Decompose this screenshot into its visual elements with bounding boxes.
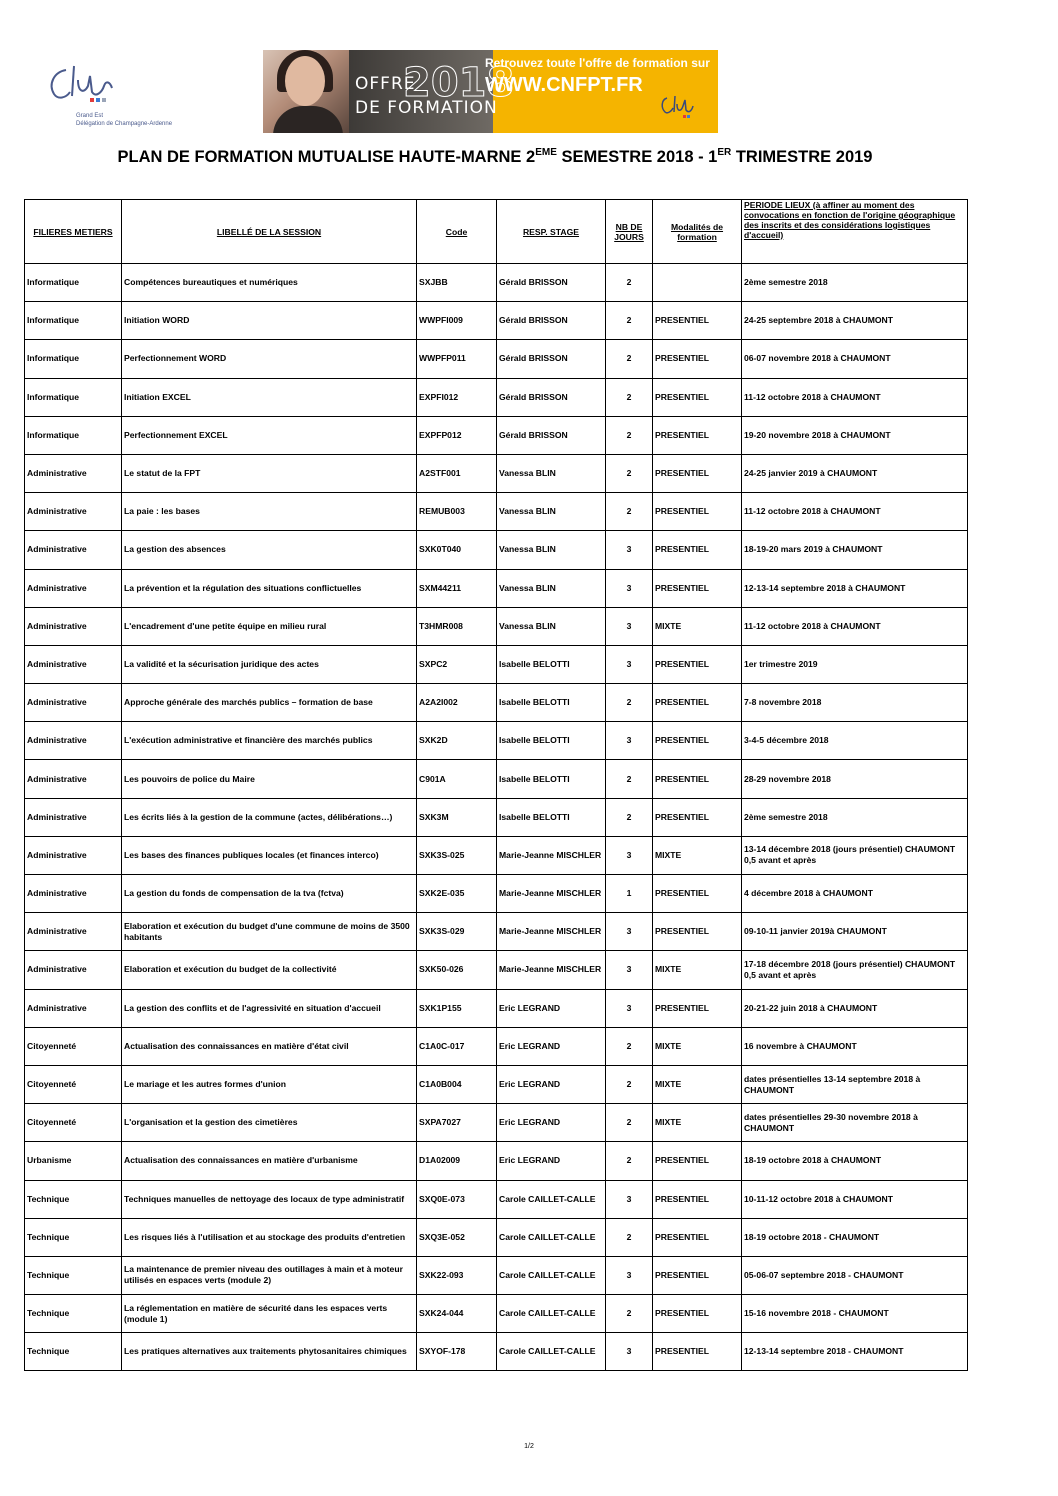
cell-periode: 12-13-14 septembre 2018 à CHAUMONT	[742, 569, 968, 607]
cell-nb-jours: 2	[606, 302, 653, 340]
cell-periode: dates présentielles 13-14 septembre 2018 à CHAUMONT	[742, 1065, 968, 1103]
cell-modalite: MIXTE	[653, 1065, 742, 1103]
cell-libelle: La validité et la sécurisation juridique des actes	[122, 645, 417, 683]
table-row	[25, 1218, 968, 1256]
cell-libelle: L'exécution administrative et financière des marchés publics	[122, 722, 417, 760]
cell-resp: Isabelle BELOTTI	[497, 760, 606, 798]
cell-modalite: PRESENTIEL	[653, 1180, 742, 1218]
cell-periode: 2ème semestre 2018	[742, 264, 968, 302]
cell-libelle: Actualisation des connaissances en matière d'état civil	[122, 1027, 417, 1065]
cell-code: A2A2I002	[417, 684, 497, 722]
cell-resp: Carole CAILLET-CALLE	[497, 1256, 606, 1294]
cell-nb-jours: 3	[606, 913, 653, 951]
cell-filiere: Administrative	[25, 722, 122, 760]
cell-resp: Carole CAILLET-CALLE	[497, 1180, 606, 1218]
cell-modalite: PRESENTIEL	[653, 645, 742, 683]
cell-libelle: La gestion des conflits et de l'agressivité en situation d'accueil	[122, 989, 417, 1027]
cell-libelle: Les pratiques alternatives aux traitements phytosanitaires chimiques	[122, 1333, 417, 1371]
cell-periode: 12-13-14 septembre 2018 - CHAUMONT	[742, 1333, 968, 1371]
cell-nb-jours: 3	[606, 1333, 653, 1371]
cell-resp: Vanessa BLIN	[497, 531, 606, 569]
cell-filiere: Administrative	[25, 607, 122, 645]
cell-periode: 4 décembre 2018 à CHAUMONT	[742, 875, 968, 913]
header-libelle: LIBELLÉ DE LA SESSION	[122, 200, 417, 264]
cell-code: REMUB003	[417, 493, 497, 531]
table-row	[25, 951, 968, 989]
cell-resp: Gérald BRISSON	[497, 416, 606, 454]
cell-filiere: Administrative	[25, 531, 122, 569]
cell-libelle: Perfectionnement EXCEL	[122, 416, 417, 454]
cell-periode: 20-21-22 juin 2018 à CHAUMONT	[742, 989, 968, 1027]
cell-modalite: PRESENTIEL	[653, 493, 742, 531]
table-row	[25, 340, 968, 378]
cell-periode: 24-25 septembre 2018 à CHAUMONT	[742, 302, 968, 340]
cell-periode: 18-19-20 mars 2019 à CHAUMONT	[742, 531, 968, 569]
cell-nb-jours: 2	[606, 493, 653, 531]
cell-nb-jours: 1	[606, 875, 653, 913]
table-row	[25, 875, 968, 913]
header-nb-jours: NB DE JOURS	[606, 200, 653, 264]
cell-libelle: Initiation EXCEL	[122, 378, 417, 416]
table-row	[25, 1295, 968, 1333]
cell-periode: 13-14 décembre 2018 (jours présentiel) CHAUMONT 0,5 avant et après	[742, 836, 968, 874]
cell-filiere: Technique	[25, 1333, 122, 1371]
cell-code: T3HMR008	[417, 607, 497, 645]
cell-periode: 18-19 octobre 2018 - CHAUMONT	[742, 1218, 968, 1256]
cell-resp: Isabelle BELOTTI	[497, 798, 606, 836]
table-row	[25, 1333, 968, 1371]
banner-year: 2018	[403, 60, 515, 106]
cell-nb-jours: 2	[606, 454, 653, 492]
cell-libelle: Les écrits liés à la gestion de la commune (actes, délibérations…)	[122, 798, 417, 836]
cell-nb-jours: 3	[606, 607, 653, 645]
cell-code: SXK3M	[417, 798, 497, 836]
banner-retrouvez: Retrouvez toute l'offre de formation sur	[485, 56, 710, 70]
cell-periode: 10-11-12 octobre 2018 à CHAUMONT	[742, 1180, 968, 1218]
cell-code: C901A	[417, 760, 497, 798]
cell-periode: 16 novembre à CHAUMONT	[742, 1027, 968, 1065]
cell-filiere: Administrative	[25, 645, 122, 683]
table-row	[25, 378, 968, 416]
cell-nb-jours: 3	[606, 1180, 653, 1218]
header-resp: RESP. STAGE	[497, 200, 606, 264]
cell-code: D1A02009	[417, 1142, 497, 1180]
cell-resp: Gérald BRISSON	[497, 302, 606, 340]
cell-code: SXQ3E-052	[417, 1218, 497, 1256]
header-code: Code	[417, 200, 497, 264]
cell-libelle: La maintenance de premier niveau des outillages à main et à moteur utilisés en espaces verts (module 2)	[122, 1256, 417, 1294]
cell-filiere: Administrative	[25, 798, 122, 836]
cell-filiere: Citoyenneté	[25, 1027, 122, 1065]
cell-libelle: Les risques liés à l'utilisation et au stockage des produits d'entretien	[122, 1218, 417, 1256]
cell-libelle: Compétences bureautiques et numériques	[122, 264, 417, 302]
cell-filiere: Administrative	[25, 836, 122, 874]
cell-code: SXK2E-035	[417, 875, 497, 913]
cell-code: SXPC2	[417, 645, 497, 683]
cell-resp: Vanessa BLIN	[497, 607, 606, 645]
cell-modalite: PRESENTIEL	[653, 684, 742, 722]
cell-filiere: Technique	[25, 1180, 122, 1218]
cell-modalite: PRESENTIEL	[653, 798, 742, 836]
cell-code: SXK22-093	[417, 1256, 497, 1294]
cell-resp: Carole CAILLET-CALLE	[497, 1295, 606, 1333]
cell-nb-jours: 3	[606, 989, 653, 1027]
cell-nb-jours: 2	[606, 416, 653, 454]
cell-nb-jours: 3	[606, 645, 653, 683]
cell-modalite: PRESENTIEL	[653, 1295, 742, 1333]
cell-nb-jours: 3	[606, 1256, 653, 1294]
cell-modalite: PRESENTIEL	[653, 416, 742, 454]
table-header-row	[25, 200, 968, 264]
table-row	[25, 454, 968, 492]
cell-nb-jours: 3	[606, 569, 653, 607]
cell-nb-jours: 2	[606, 1295, 653, 1333]
banner-photo	[263, 50, 349, 133]
table-row	[25, 1104, 968, 1142]
table-row	[25, 989, 968, 1027]
cell-nb-jours: 2	[606, 760, 653, 798]
cell-filiere: Administrative	[25, 569, 122, 607]
cell-periode: 11-12 octobre 2018 à CHAUMONT	[742, 493, 968, 531]
cell-periode: 05-06-07 septembre 2018 - CHAUMONT	[742, 1256, 968, 1294]
cell-modalite: MIXTE	[653, 1027, 742, 1065]
cell-code: SXYOF-178	[417, 1333, 497, 1371]
cell-filiere: Informatique	[25, 340, 122, 378]
cell-libelle: La réglementation en matière de sécurité dans les espaces verts (module 1)	[122, 1295, 417, 1333]
cell-nb-jours: 2	[606, 1218, 653, 1256]
cell-modalite: PRESENTIEL	[653, 378, 742, 416]
cell-nb-jours: 2	[606, 684, 653, 722]
cell-code: SXK2D	[417, 722, 497, 760]
cell-filiere: Informatique	[25, 264, 122, 302]
formation-table	[24, 199, 968, 1371]
header-periode: PERIODE LIEUX (à affiner au moment des convocations en fonction de l'origine géographique des inscrits et des considérations logistiques d'accueil)	[742, 200, 968, 264]
cell-filiere: Citoyenneté	[25, 1104, 122, 1142]
cell-code: SXK0T040	[417, 531, 497, 569]
cell-filiere: Administrative	[25, 454, 122, 492]
cell-resp: Carole CAILLET-CALLE	[497, 1218, 606, 1256]
cell-filiere: Informatique	[25, 416, 122, 454]
cell-modalite: PRESENTIEL	[653, 531, 742, 569]
cell-libelle: Initiation WORD	[122, 302, 417, 340]
cell-modalite: PRESENTIEL	[653, 302, 742, 340]
table-row	[25, 836, 968, 874]
cell-periode: 18-19 octobre 2018 à CHAUMONT	[742, 1142, 968, 1180]
cell-nb-jours: 2	[606, 340, 653, 378]
cell-nb-jours: 2	[606, 264, 653, 302]
cell-periode: 11-12 octobre 2018 à CHAUMONT	[742, 607, 968, 645]
cell-filiere: Technique	[25, 1256, 122, 1294]
banner-offre: OFFRE	[355, 74, 416, 94]
table-row	[25, 569, 968, 607]
cell-resp: Vanessa BLIN	[497, 454, 606, 492]
cell-nb-jours: 2	[606, 1027, 653, 1065]
cell-resp: Isabelle BELOTTI	[497, 722, 606, 760]
cell-code: SXK3S-025	[417, 836, 497, 874]
cell-nb-jours: 2	[606, 378, 653, 416]
cell-code: C1A0C-017	[417, 1027, 497, 1065]
cell-periode: 2ème semestre 2018	[742, 798, 968, 836]
cell-code: EXPFP012	[417, 416, 497, 454]
cell-filiere: Technique	[25, 1295, 122, 1333]
cell-modalite: PRESENTIEL	[653, 1256, 742, 1294]
cell-code: SXK50-026	[417, 951, 497, 989]
table-row	[25, 1142, 968, 1180]
cell-modalite: PRESENTIEL	[653, 760, 742, 798]
cell-libelle: La paie : les bases	[122, 493, 417, 531]
banner-cnfpt-logo-icon	[659, 94, 703, 124]
cell-code: WWPFI009	[417, 302, 497, 340]
cell-periode: 06-07 novembre 2018 à CHAUMONT	[742, 340, 968, 378]
cell-periode: 11-12 octobre 2018 à CHAUMONT	[742, 378, 968, 416]
cell-filiere: Informatique	[25, 378, 122, 416]
cell-modalite: MIXTE	[653, 1104, 742, 1142]
cell-modalite: PRESENTIEL	[653, 989, 742, 1027]
cell-resp: Vanessa BLIN	[497, 569, 606, 607]
table-row	[25, 645, 968, 683]
cell-code: A2STF001	[417, 454, 497, 492]
table-row	[25, 302, 968, 340]
cell-nb-jours: 2	[606, 1142, 653, 1180]
table-row	[25, 1256, 968, 1294]
table-row	[25, 416, 968, 454]
table-row	[25, 1027, 968, 1065]
cell-modalite: MIXTE	[653, 951, 742, 989]
cell-resp: Eric LEGRAND	[497, 1142, 606, 1180]
cell-resp: Marie-Jeanne MISCHLER	[497, 951, 606, 989]
offre-formation-banner	[263, 50, 718, 133]
cell-code: EXPFI012	[417, 378, 497, 416]
cell-filiere: Administrative	[25, 989, 122, 1027]
cell-filiere: Administrative	[25, 913, 122, 951]
cell-modalite: MIXTE	[653, 836, 742, 874]
cell-modalite: PRESENTIEL	[653, 875, 742, 913]
cell-filiere: Informatique	[25, 302, 122, 340]
cell-periode: 1er trimestre 2019	[742, 645, 968, 683]
cell-nb-jours: 3	[606, 836, 653, 874]
cell-resp: Marie-Jeanne MISCHLER	[497, 836, 606, 874]
table-row	[25, 684, 968, 722]
cell-nb-jours: 2	[606, 798, 653, 836]
cell-periode: dates présentielles 29-30 novembre 2018 à CHAUMONT	[742, 1104, 968, 1142]
cell-libelle: La gestion du fonds de compensation de la tva (fctva)	[122, 875, 417, 913]
cell-resp: Eric LEGRAND	[497, 989, 606, 1027]
cell-resp: Vanessa BLIN	[497, 493, 606, 531]
cell-nb-jours: 2	[606, 1065, 653, 1103]
cell-periode: 09-10-11 janvier 2019à CHAUMONT	[742, 913, 968, 951]
cell-resp: Marie-Jeanne MISCHLER	[497, 913, 606, 951]
cell-resp: Carole CAILLET-CALLE	[497, 1333, 606, 1371]
cell-code: SXK1P155	[417, 989, 497, 1027]
cell-nb-jours: 3	[606, 722, 653, 760]
cell-code: SXPA7027	[417, 1104, 497, 1142]
cell-modalite: PRESENTIEL	[653, 1218, 742, 1256]
cell-modalite: PRESENTIEL	[653, 1142, 742, 1180]
cell-periode: 15-16 novembre 2018 - CHAUMONT	[742, 1295, 968, 1333]
cell-libelle: Techniques manuelles de nettoyage des locaux de type administratif	[122, 1180, 417, 1218]
cell-periode: 24-25 janvier 2019 à CHAUMONT	[742, 454, 968, 492]
cell-code: SXJBB	[417, 264, 497, 302]
banner-formation: DE FORMATION	[355, 98, 498, 118]
cell-modalite: PRESENTIEL	[653, 569, 742, 607]
page-title: PLAN DE FORMATION MUTUALISE HAUTE-MARNE 2EME SEMESTRE 2018 - 1ER TRIMESTRE 2019	[117, 147, 873, 166]
cell-libelle: Actualisation des connaissances en matière d'urbanisme	[122, 1142, 417, 1180]
cell-filiere: Citoyenneté	[25, 1065, 122, 1103]
table-row	[25, 607, 968, 645]
cell-libelle: Perfectionnement WORD	[122, 340, 417, 378]
cell-nb-jours: 3	[606, 951, 653, 989]
cell-nb-jours: 2	[606, 1104, 653, 1142]
cell-libelle: La gestion des absences	[122, 531, 417, 569]
cell-modalite: PRESENTIEL	[653, 1333, 742, 1371]
table-row	[25, 264, 968, 302]
cell-filiere: Technique	[25, 1218, 122, 1256]
cell-code: SXQ0E-073	[417, 1180, 497, 1218]
logo-org-name: Grand Est	[76, 113, 104, 119]
cell-libelle: L'encadrement d'une petite équipe en milieu rural	[122, 607, 417, 645]
logo-delegation: Délégation de Champagne-Ardenne	[76, 121, 173, 127]
cell-libelle: Elaboration et exécution du budget de la collectivité	[122, 951, 417, 989]
table-row	[25, 798, 968, 836]
header-filieres: FILIERES METIERS	[25, 200, 122, 264]
cell-modalite: PRESENTIEL	[653, 340, 742, 378]
cell-code: SXK3S-029	[417, 913, 497, 951]
cell-modalite	[653, 264, 742, 302]
cell-filiere: Administrative	[25, 760, 122, 798]
cell-libelle: Les bases des finances publiques locales (et finances interco)	[122, 836, 417, 874]
banner-url[interactable]: WWW.CNFPT.FR	[485, 74, 643, 96]
cell-filiere: Administrative	[25, 684, 122, 722]
table-row	[25, 531, 968, 569]
cell-periode: 3-4-5 décembre 2018	[742, 722, 968, 760]
cell-libelle: L'organisation et la gestion des cimetières	[122, 1104, 417, 1142]
table-row	[25, 1180, 968, 1218]
cell-resp: Eric LEGRAND	[497, 1065, 606, 1103]
cell-periode: 28-29 novembre 2018	[742, 760, 968, 798]
cell-libelle: Le mariage et les autres formes d'union	[122, 1065, 417, 1103]
cell-libelle: Les pouvoirs de police du Maire	[122, 760, 417, 798]
cell-resp: Gérald BRISSON	[497, 340, 606, 378]
page-number: 1/2	[524, 1443, 534, 1450]
cell-code: WWPFP011	[417, 340, 497, 378]
cell-libelle: Approche générale des marchés publics – formation de base	[122, 684, 417, 722]
cell-libelle: Elaboration et exécution du budget d'une commune de moins de 3500 habitants	[122, 913, 417, 951]
cell-modalite: PRESENTIEL	[653, 913, 742, 951]
cell-resp: Gérald BRISSON	[497, 264, 606, 302]
cell-code: SXM44211	[417, 569, 497, 607]
cell-resp: Marie-Jeanne MISCHLER	[497, 875, 606, 913]
table-row	[25, 1065, 968, 1103]
table-row	[25, 493, 968, 531]
cell-filiere: Urbanisme	[25, 1142, 122, 1180]
cell-periode: 17-18 décembre 2018 (jours présentiel) CHAUMONT 0,5 avant et après	[742, 951, 968, 989]
cell-periode: 19-20 novembre 2018 à CHAUMONT	[742, 416, 968, 454]
cell-filiere: Administrative	[25, 951, 122, 989]
cell-resp: Gérald BRISSON	[497, 378, 606, 416]
cell-resp: Isabelle BELOTTI	[497, 684, 606, 722]
cell-resp: Isabelle BELOTTI	[497, 645, 606, 683]
cell-modalite: MIXTE	[653, 607, 742, 645]
cell-filiere: Administrative	[25, 875, 122, 913]
table-row	[25, 913, 968, 951]
cell-resp: Eric LEGRAND	[497, 1104, 606, 1142]
cell-libelle: Le statut de la FPT	[122, 454, 417, 492]
cell-periode: 7-8 novembre 2018	[742, 684, 968, 722]
cnfpt-logo	[44, 62, 194, 134]
cell-code: SXK24-044	[417, 1295, 497, 1333]
header-modalites: Modalités de formation	[653, 200, 742, 264]
table-row	[25, 760, 968, 798]
cell-modalite: PRESENTIEL	[653, 454, 742, 492]
cell-libelle: La prévention et la régulation des situations conflictuelles	[122, 569, 417, 607]
cell-code: C1A0B004	[417, 1065, 497, 1103]
cell-modalite: PRESENTIEL	[653, 722, 742, 760]
cell-resp: Eric LEGRAND	[497, 1027, 606, 1065]
table-row	[25, 722, 968, 760]
cell-nb-jours: 3	[606, 531, 653, 569]
cell-filiere: Administrative	[25, 493, 122, 531]
